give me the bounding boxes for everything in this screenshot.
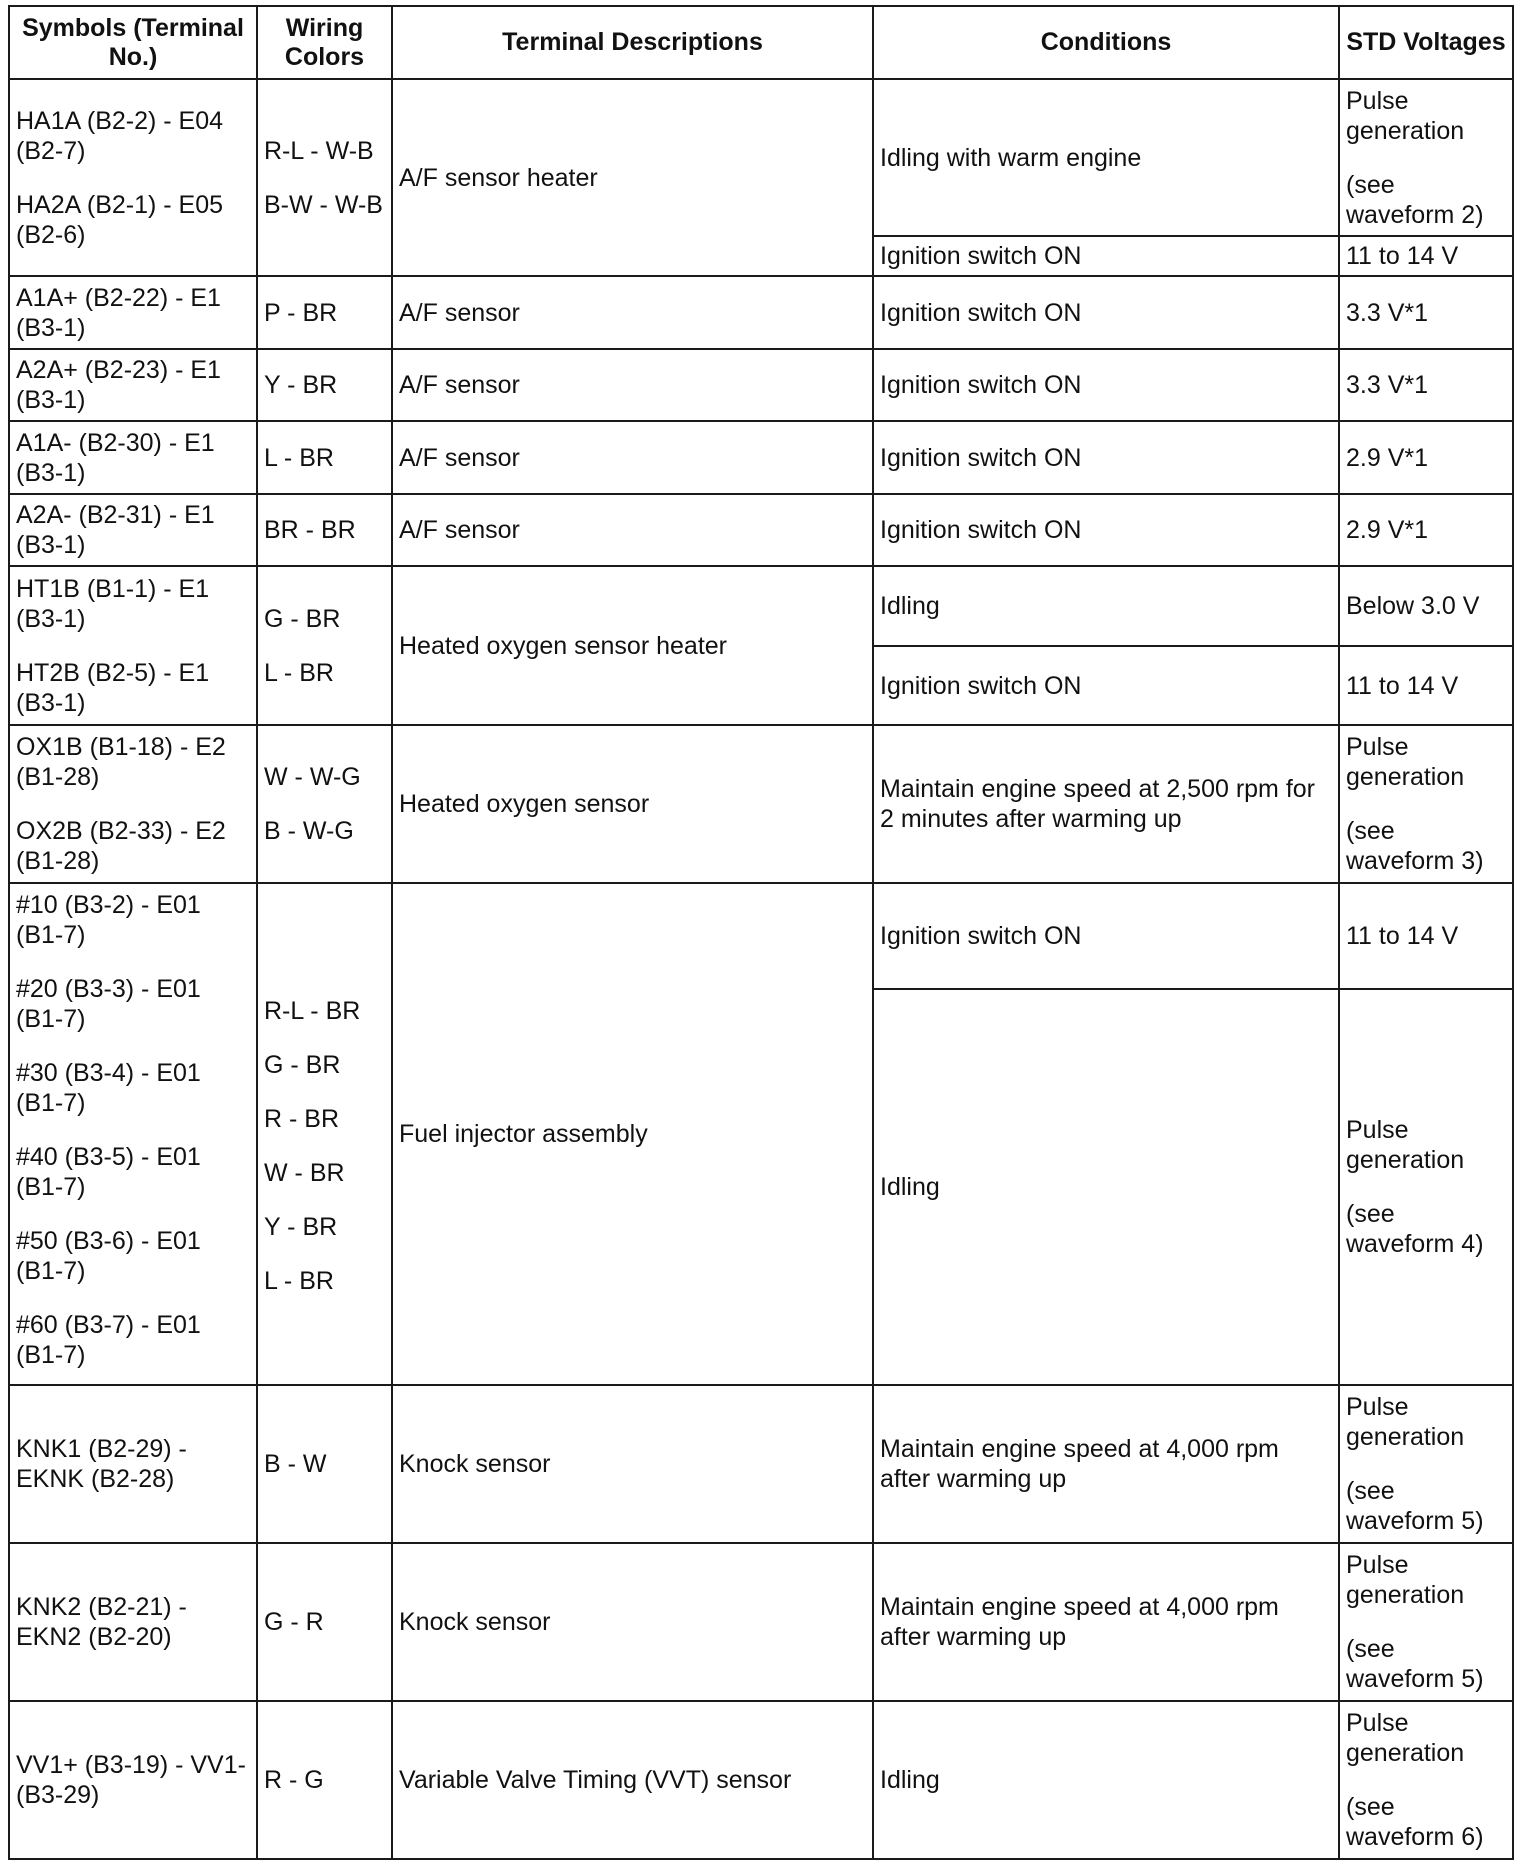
std-voltage-text: Pulse generation: [1346, 1709, 1465, 1767]
std-voltage-cell: [1339, 79, 1513, 236]
description-cell: Heated oxygen sensor: [392, 725, 873, 883]
condition-cell: Ignition switch ON: [873, 646, 1339, 725]
wiring-cell: P - BR: [257, 276, 392, 349]
std-voltage-cell: 2.9 V*1: [1339, 494, 1513, 566]
symbols-cell: KNK2 (B2-21) - EKN2 (B2-20): [9, 1543, 257, 1701]
std-voltage-text: (see waveform 2): [1346, 170, 1484, 229]
symbols-cell: A2A+ (B2-23) - E1 (B3-1): [9, 349, 257, 421]
wiring-text: G - BR: [264, 1051, 341, 1079]
wiring-text: W - BR: [264, 1159, 345, 1187]
description-cell: Variable Valve Timing (VVT) sensor: [392, 1701, 873, 1859]
condition-cell: Idling with warm engine: [873, 79, 1339, 236]
wiring-text: W - W-G: [264, 763, 361, 791]
condition-cell: Ignition switch ON: [873, 883, 1339, 989]
description-cell: A/F sensor heater: [392, 79, 873, 276]
wiring-text: R - BR: [264, 1105, 339, 1133]
wiring-text: G - BR: [264, 604, 341, 633]
wiring-cell: BR - BR: [257, 494, 392, 566]
std-voltage-cell: 11 to 14 V: [1339, 883, 1513, 989]
symbols-cell: A1A- (B2-30) - E1 (B3-1): [9, 421, 257, 494]
table-row: [9, 349, 1513, 421]
table-row: [9, 1701, 1513, 1859]
condition-cell: Maintain engine speed at 2,500 rpm for 2 minutes after warming up: [873, 725, 1339, 883]
std-voltage-text: (see waveform 5): [1346, 1635, 1484, 1693]
wiring-text: R-L - W-B: [264, 136, 374, 165]
wiring-cell: R - G: [257, 1701, 392, 1859]
symbols-cell: [9, 79, 257, 276]
wiring-cell: G - R: [257, 1543, 392, 1701]
wiring-cell: [257, 79, 392, 276]
condition-cell: Maintain engine speed at 4,000 rpm after warming up: [873, 1385, 1339, 1543]
symbols-cell: [9, 883, 257, 1385]
table-row: [9, 1543, 1513, 1701]
table-row: [9, 276, 1513, 349]
std-voltage-cell: 2.9 V*1: [1339, 421, 1513, 494]
std-voltage-text: (see waveform 3): [1346, 817, 1484, 875]
description-cell: A/F sensor: [392, 494, 873, 566]
std-voltage-text: (see waveform 5): [1346, 1477, 1484, 1535]
condition-cell: Idling: [873, 566, 1339, 646]
symbol-text: HA2A (B2-1) - E05 (B2-6): [16, 190, 224, 249]
symbol-text: OX2B (B2-33) - E2 (B1-28): [16, 817, 226, 875]
table-row: [9, 883, 1513, 989]
std-voltage-cell: 3.3 V*1: [1339, 349, 1513, 421]
std-voltage-cell: [1339, 725, 1513, 883]
description-cell: Fuel injector assembly: [392, 883, 873, 1385]
header-wiring: Wiring Colors: [257, 6, 392, 79]
table-row: [9, 494, 1513, 566]
condition-cell: Maintain engine speed at 4,000 rpm after warming up: [873, 1543, 1339, 1701]
wiring-text: L - BR: [264, 658, 334, 687]
symbol-text: HA1A (B2-2) - E04 (B2-7): [16, 106, 224, 165]
symbols-cell: A1A+ (B2-22) - E1 (B3-1): [9, 276, 257, 349]
condition-cell: Ignition switch ON: [873, 349, 1339, 421]
std-voltage-text: Pulse generation: [1346, 1116, 1465, 1174]
condition-cell: Idling: [873, 1701, 1339, 1859]
std-voltage-text: (see waveform 6): [1346, 1793, 1484, 1851]
std-voltage-cell: Below 3.0 V: [1339, 566, 1513, 646]
condition-cell: Ignition switch ON: [873, 276, 1339, 349]
description-cell: A/F sensor: [392, 276, 873, 349]
description-cell: Heated oxygen sensor heater: [392, 566, 873, 725]
symbols-cell: A2A- (B2-31) - E1 (B3-1): [9, 494, 257, 566]
symbol-text: OX1B (B1-18) - E2 (B1-28): [16, 733, 226, 791]
wiring-text: R-L - BR: [264, 997, 361, 1025]
symbol-text: #10 (B3-2) - E01 (B1-7): [16, 891, 201, 949]
std-voltage-text: (see waveform 4): [1346, 1200, 1484, 1258]
wiring-cell: B - W: [257, 1385, 392, 1543]
wiring-cell: [257, 883, 392, 1385]
description-cell: A/F sensor: [392, 349, 873, 421]
table-row: [9, 79, 1513, 236]
symbol-text: #30 (B3-4) - E01 (B1-7): [16, 1059, 201, 1117]
std-voltage-cell: 11 to 14 V: [1339, 236, 1513, 276]
description-cell: Knock sensor: [392, 1543, 873, 1701]
description-cell: Knock sensor: [392, 1385, 873, 1543]
header-std-voltages: STD Voltages: [1339, 6, 1513, 79]
table-row: [9, 725, 1513, 883]
symbols-cell: [9, 566, 257, 725]
std-voltage-cell: [1339, 1385, 1513, 1543]
wiring-text: L - BR: [264, 1267, 334, 1295]
wiring-cell: [257, 566, 392, 725]
header-symbols: Symbols (Terminal No.): [9, 6, 257, 79]
wiring-cell: L - BR: [257, 421, 392, 494]
symbol-text: HT1B (B1-1) - E1 (B3-1): [16, 574, 210, 633]
wiring-text: B-W - W-B: [264, 190, 383, 219]
symbol-text: #20 (B3-3) - E01 (B1-7): [16, 975, 201, 1033]
description-cell: A/F sensor: [392, 421, 873, 494]
header-descriptions: Terminal Descriptions: [392, 6, 873, 79]
symbols-cell: KNK1 (B2-29) - EKNK (B2-28): [9, 1385, 257, 1543]
symbol-text: HT2B (B2-5) - E1 (B3-1): [16, 658, 210, 717]
symbol-text: #50 (B3-6) - E01 (B1-7): [16, 1227, 201, 1285]
table-row: [9, 421, 1513, 494]
symbol-text: #60 (B3-7) - E01 (B1-7): [16, 1311, 201, 1369]
symbols-cell: [9, 725, 257, 883]
table-row: [9, 566, 1513, 646]
condition-cell: Ignition switch ON: [873, 421, 1339, 494]
std-voltage-text: Pulse generation: [1346, 733, 1465, 791]
header-conditions: Conditions: [873, 6, 1339, 79]
header-row: [9, 6, 1513, 79]
std-voltage-text: Pulse generation: [1346, 1393, 1465, 1451]
terminal-table: [8, 5, 1514, 1860]
condition-cell: Idling: [873, 989, 1339, 1385]
condition-cell: Ignition switch ON: [873, 236, 1339, 276]
std-voltage-cell: 3.3 V*1: [1339, 276, 1513, 349]
table-row: [9, 1385, 1513, 1543]
std-voltage-cell: [1339, 989, 1513, 1385]
std-voltage-text: Pulse generation: [1346, 1551, 1465, 1609]
wiring-cell: Y - BR: [257, 349, 392, 421]
std-voltage-cell: 11 to 14 V: [1339, 646, 1513, 725]
wiring-text: Y - BR: [264, 1213, 338, 1241]
wiring-cell: [257, 725, 392, 883]
std-voltage-cell: [1339, 1543, 1513, 1701]
symbol-text: #40 (B3-5) - E01 (B1-7): [16, 1143, 201, 1201]
condition-cell: Ignition switch ON: [873, 494, 1339, 566]
wiring-text: B - W-G: [264, 817, 354, 845]
symbols-cell: VV1+ (B3-19) - VV1- (B3-29): [9, 1701, 257, 1859]
std-voltage-cell: [1339, 1701, 1513, 1859]
std-voltage-text: Pulse generation: [1346, 86, 1465, 145]
